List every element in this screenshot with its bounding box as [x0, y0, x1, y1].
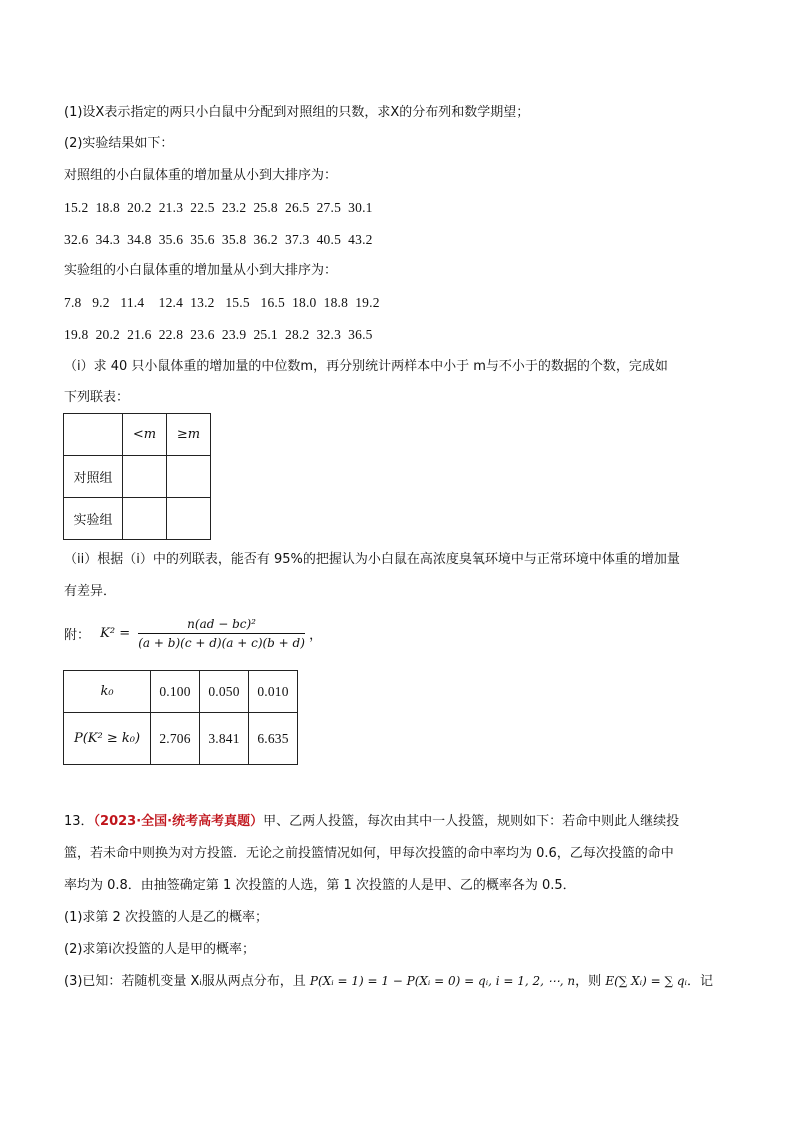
control-heading: 对照组的小白鼠体重的增加量从小到大排序为：	[64, 168, 338, 183]
sub-question-i-line-1: （i）求 40 只小鼠体重的增加量的中位数m，再分别统计两样本中小于 m与不小于的数据的个数，完成如	[64, 359, 668, 374]
critical-k0-value: 0.010	[249, 671, 298, 713]
critical-value-table	[63, 670, 298, 765]
formula-row	[64, 617, 322, 650]
contingency-header-ge: ≥m	[167, 414, 211, 456]
question-13-line-2: 篮，若未命中则换为对方投篮．无论之前投篮情况如何，甲每次投篮的命中率均为 0.6，乙每次投篮的命中	[64, 846, 674, 861]
contingency-cell-control-lt	[123, 456, 167, 498]
contingency-cell-experiment-ge	[167, 498, 211, 540]
question-13-intro: 甲、乙两人投篮，每次由其中一人投篮，规则如下：若命中则此人继续投	[263, 814, 680, 829]
critical-probability-value: 2.706	[151, 713, 200, 765]
experiment-data-row-1: 7.8 9.2 11.4 12.4 13.2 15.5 16.5 18.0 18.8 19.2	[64, 295, 380, 310]
formula-fraction	[138, 617, 305, 650]
question-13-part-3	[64, 972, 713, 991]
question-part-2: (2)实验结果如下：	[64, 136, 174, 151]
critical-probability-value: 6.635	[249, 713, 298, 765]
critical-k0-value: 0.100	[151, 671, 200, 713]
question-13-source: （2023·全国·统考高考真题）	[93, 814, 264, 829]
sub-question-ii-line-1: （ii）根据（i）中的列联表，能否有 95%的把握认为小白鼠在高浓度臭氧环境中与正常环境中体重的增加量	[64, 552, 680, 567]
part-3-distribution-formula: P(Xᵢ = 1) = 1 − P(Xᵢ = 0) = qᵢ, i = 1, 2, ⋯, n	[309, 974, 576, 988]
sub-question-i-line-2: 下列联表：	[64, 390, 130, 405]
critical-probability-value: 3.841	[200, 713, 249, 765]
question-13-number: 13．	[64, 814, 94, 829]
control-data-row-1: 15.2 18.8 20.2 21.3 22.5 23.2 25.8 26.5 27.5 30.1	[64, 200, 373, 215]
question-13-line-3: 率均为 0.8．由抽签确定第 1 次投篮的人选，第 1 次投篮的人是甲、乙的概率各为 0.5．	[64, 878, 576, 893]
critical-row-label-k0: k₀	[64, 671, 151, 713]
contingency-cell-experiment-lt	[123, 498, 167, 540]
question-part-1: (1)设X表示指定的两只小白鼠中分配到对照组的只数，求X的分布列和数学期望；	[64, 105, 530, 120]
formula-numerator: n(ad − bc)²	[138, 617, 305, 634]
sub-question-ii-line-2: 有差异．	[64, 584, 117, 599]
experiment-heading: 实验组的小白鼠体重的增加量从小到大排序为：	[64, 263, 338, 278]
critical-row-label-probability: P(K² ≥ k₀)	[64, 713, 151, 765]
critical-k0-value: 0.050	[200, 671, 249, 713]
formula-prefix: 附：	[64, 628, 91, 643]
contingency-header-lt: <m	[123, 414, 167, 456]
contingency-row-experiment: 实验组	[64, 498, 123, 540]
contingency-corner-cell	[64, 414, 123, 456]
question-13-part-1: (1)求第 2 次投篮的人是乙的概率；	[64, 910, 268, 925]
contingency-table	[63, 413, 211, 540]
contingency-row-control: 对照组	[64, 456, 123, 498]
part-3-end: ．记	[686, 974, 713, 989]
formula-suffix: ，	[309, 628, 323, 643]
question-13-part-2: (2)求第i次投篮的人是甲的概率；	[64, 942, 256, 957]
formula-denominator: (a + b)(c + d)(a + c)(b + d)	[138, 636, 305, 650]
control-data-row-2: 32.6 34.3 34.8 35.6 35.6 35.8 36.2 37.3 40.5 43.2	[64, 232, 373, 247]
formula-lhs: K² =	[100, 626, 131, 641]
question-13-line-1	[64, 813, 679, 831]
experiment-data-row-2: 19.8 20.2 21.6 22.8 23.6 23.9 25.1 28.2 32.3 36.5	[64, 327, 373, 342]
part-3-then: ，则	[575, 974, 606, 989]
part-3-expectation-formula: E(∑ Xᵢ) = ∑ qᵢ	[605, 974, 687, 988]
part-3-intro: (3)已知：若随机变量 Xᵢ服从两点分布，且	[64, 974, 310, 989]
contingency-cell-control-ge	[167, 456, 211, 498]
